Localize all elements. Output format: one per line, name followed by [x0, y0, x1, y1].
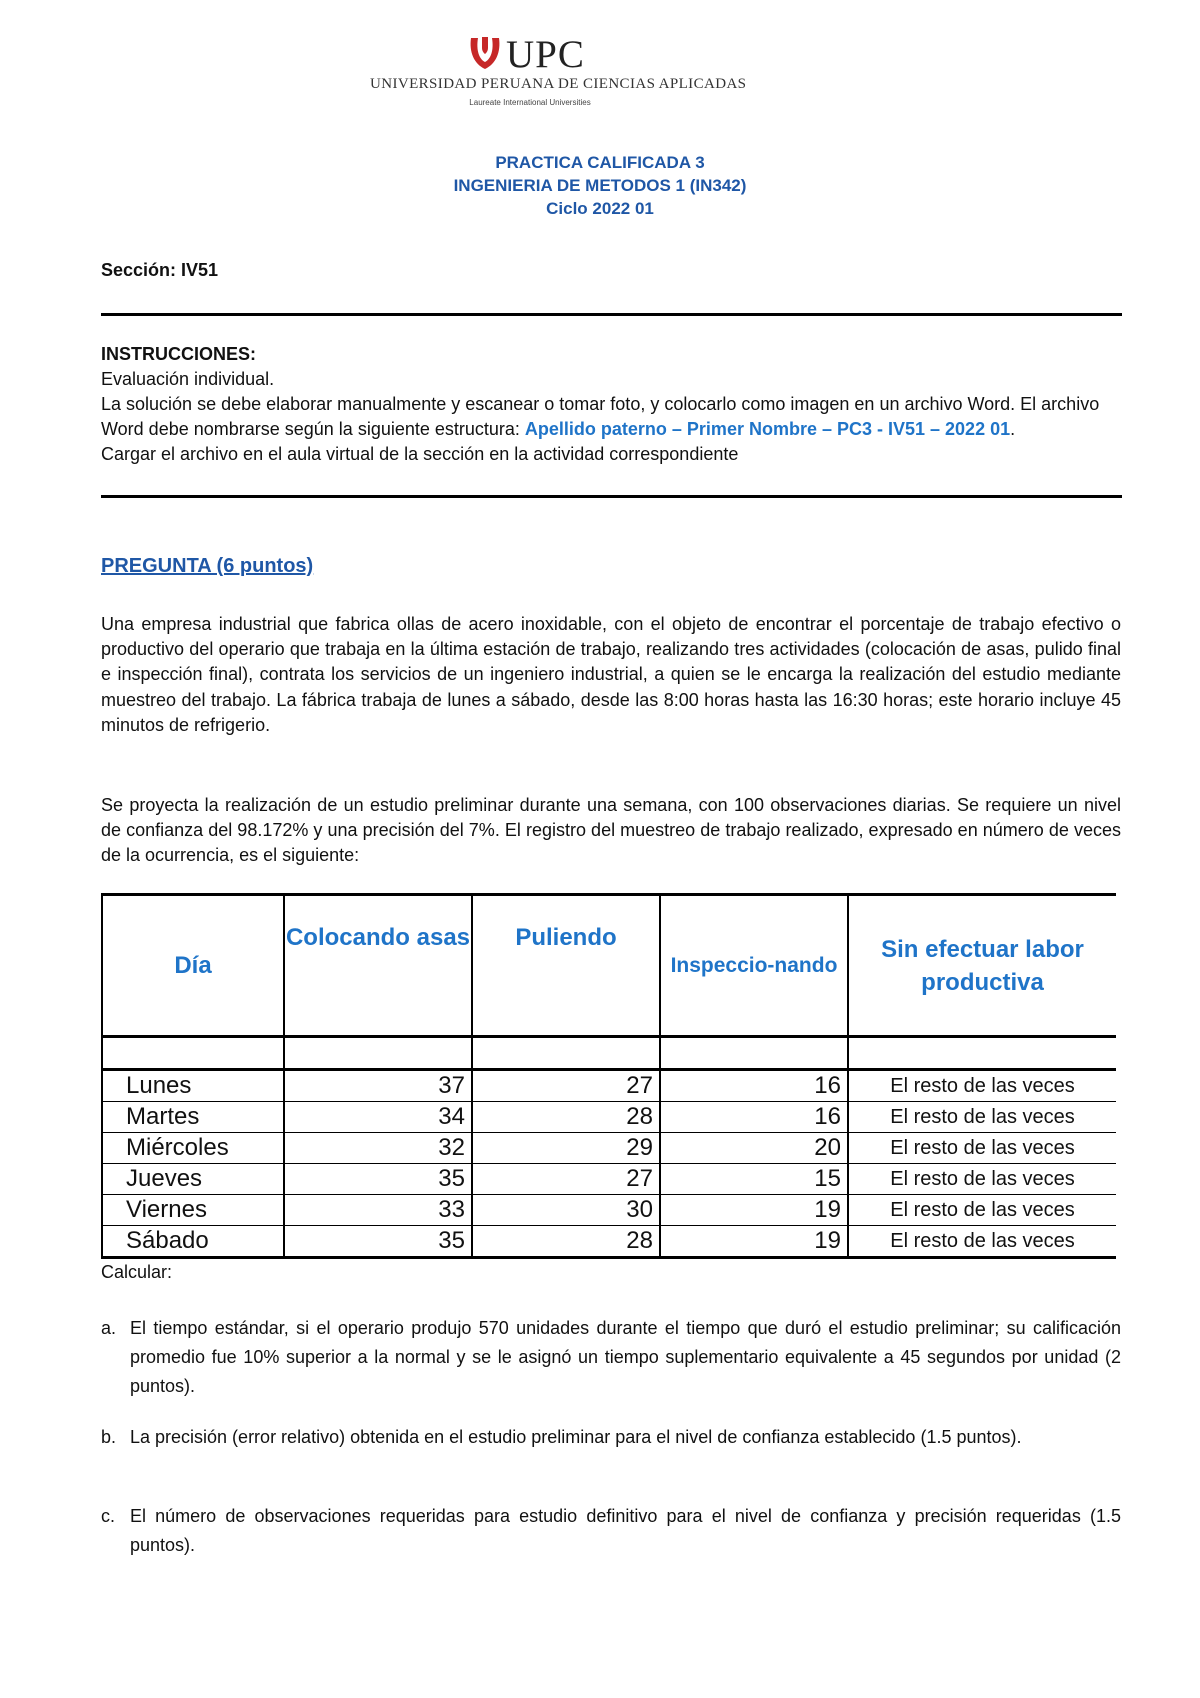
bottom-divider: [101, 495, 1122, 498]
instructions-heading: INSTRUCCIONES:: [101, 344, 257, 364]
table-row: [102, 1164, 1116, 1195]
day-cell: Jueves: [102, 1164, 284, 1195]
puliendo-cell: 27: [472, 1070, 660, 1102]
question-title: PREGUNTA (6 puntos): [101, 555, 314, 577]
sin-labor-cell: El resto de las veces: [848, 1070, 1116, 1102]
filename-format: Apellido paterno – Primer Nombre – PC3 - IV51 – 2022 01: [524, 419, 1011, 439]
item-marker: c.: [101, 1506, 116, 1526]
asas-cell: 34: [284, 1102, 472, 1133]
course-title: INGENIERIA DE METODOS 1 (IN342): [453, 176, 747, 195]
asas-cell: 35: [284, 1226, 472, 1258]
blank-cell: [660, 1037, 848, 1070]
day-cell: Sábado: [102, 1226, 284, 1258]
blank-row: [102, 1037, 1116, 1070]
laureate-tagline: Laureate International Universities: [469, 98, 591, 107]
sin-labor-cell: El resto de las veces: [848, 1164, 1116, 1195]
puliendo-cell: 28: [472, 1102, 660, 1133]
inspeccionando-cell: 19: [660, 1226, 848, 1258]
top-divider: [101, 313, 1122, 316]
sin-labor-cell: El resto de las veces: [848, 1102, 1116, 1133]
item-text: El número de observaciones requeridas para estudio definitivo para el nivel de confianza y precisión requeridas (1.5 puntos).: [130, 1506, 1121, 1555]
sampling-table: [101, 893, 1116, 1259]
instructions-line-2-end: .: [1010, 419, 1016, 439]
upc-emblem-icon: [466, 34, 504, 72]
item-text: La precisión (error relativo) obtenida en el estudio preliminar para el nivel de confianza establecido (1.5 puntos).: [130, 1427, 1022, 1447]
item-marker: a.: [101, 1318, 117, 1338]
day-cell: Viernes: [102, 1195, 284, 1226]
puliendo-cell: 27: [472, 1164, 660, 1195]
asas-cell: 33: [284, 1195, 472, 1226]
instructions-line-2: [101, 392, 1121, 442]
table-row: [102, 1102, 1116, 1133]
blank-cell: [284, 1037, 472, 1070]
inspeccionando-cell: 15: [660, 1164, 848, 1195]
instructions-line-1: Evaluación individual.: [101, 369, 275, 389]
day-cell: Miércoles: [102, 1133, 284, 1164]
instructions-line-3: Cargar el archivo en el aula virtual de la sección en la actividad correspondiente: [101, 444, 739, 464]
blank-cell: [102, 1037, 284, 1070]
upc-wordmark: UPC: [506, 33, 585, 76]
question-paragraph-2: Se proyecta la realización de un estudio preliminar durante una semana, con 100 observaciones diarias. Se requiere un nivel de confianza del 98.172% y una precisión del 7%. El registro del muestreo de trabajo realizado, expresado en número de veces de la ocurrencia, es el siguiente:: [101, 795, 1121, 866]
inspeccionando-cell: 19: [660, 1195, 848, 1226]
item-marker: b.: [101, 1427, 117, 1447]
header-day: Día: [102, 895, 284, 1037]
day-cell: Martes: [102, 1102, 284, 1133]
inspeccionando-cell: 16: [660, 1102, 848, 1133]
sin-labor-cell: El resto de las veces: [848, 1133, 1116, 1164]
asas-cell: 37: [284, 1070, 472, 1102]
inspeccionando-cell: 20: [660, 1133, 848, 1164]
header-puliendo: Puliendo: [472, 895, 660, 1037]
question-item-c: [101, 1502, 1121, 1560]
blank-cell: [848, 1037, 1116, 1070]
asas-cell: 32: [284, 1133, 472, 1164]
cycle-title: Ciclo 2022 01: [546, 199, 654, 218]
question-item-b: [101, 1423, 1121, 1452]
instructions-block: [101, 342, 1121, 467]
sin-labor-cell: El resto de las veces: [848, 1195, 1116, 1226]
upc-logo: [370, 32, 747, 112]
puliendo-cell: 30: [472, 1195, 660, 1226]
puliendo-cell: 28: [472, 1226, 660, 1258]
section-label: Sección: IV51: [101, 260, 219, 280]
question-item-a: [101, 1314, 1121, 1401]
table-row: [102, 1070, 1116, 1102]
table-row: [102, 1133, 1116, 1164]
table-row: [102, 1195, 1116, 1226]
university-name: UNIVERSIDAD PERUANA DE CIENCIAS APLICADAS: [370, 76, 747, 92]
puliendo-cell: 29: [472, 1133, 660, 1164]
exam-title: PRACTICA CALIFICADA 3: [495, 153, 705, 172]
question-paragraph-1: Una empresa industrial que fabrica ollas de acero inoxidable, con el objeto de encontrar el porcentaje de trabajo efectivo o productivo del operario que trabaja en la última estación de trabajo, realizando tres actividades (colocación de asas, pulido final e inspección final), contrata los servicios de un ingeniero industrial, a quien se le encarga la realización del estudio mediante muestreo del trabajo. La fábrica trabaja de lunes a sábado, desde las 8:00 horas hasta las 16:30 horas; este horario incluye 45 minutos de refrigerio.: [101, 614, 1121, 735]
sin-labor-cell: El resto de las veces: [848, 1226, 1116, 1258]
header-sin-labor: Sin efectuar labor productiva: [848, 895, 1116, 1037]
blank-cell: [472, 1037, 660, 1070]
day-cell: Lunes: [102, 1070, 284, 1102]
header-colocando-asas: Colocando asas: [284, 895, 472, 1037]
calculate-label: Calcular:: [101, 1262, 173, 1282]
item-text: El tiempo estándar, si el operario produjo 570 unidades durante el tiempo que duró el estudio preliminar; su calificación promedio fue 10% superior a la normal y se le asignó un tiempo suplementario equivalente a 45 segundos por unidad (2 puntos).: [130, 1318, 1121, 1396]
instructions-line-2-text: La solución se debe elaborar manualmente y escanear o tomar foto, y colocarlo como imagen en un archivo Word. El archivo Word debe nombrarse según la siguiente estructura:: [101, 394, 1100, 439]
table-row: [102, 1226, 1116, 1258]
asas-cell: 35: [284, 1164, 472, 1195]
inspeccionando-cell: 16: [660, 1070, 848, 1102]
header-inspeccionando: Inspeccio-nando: [660, 895, 848, 1037]
